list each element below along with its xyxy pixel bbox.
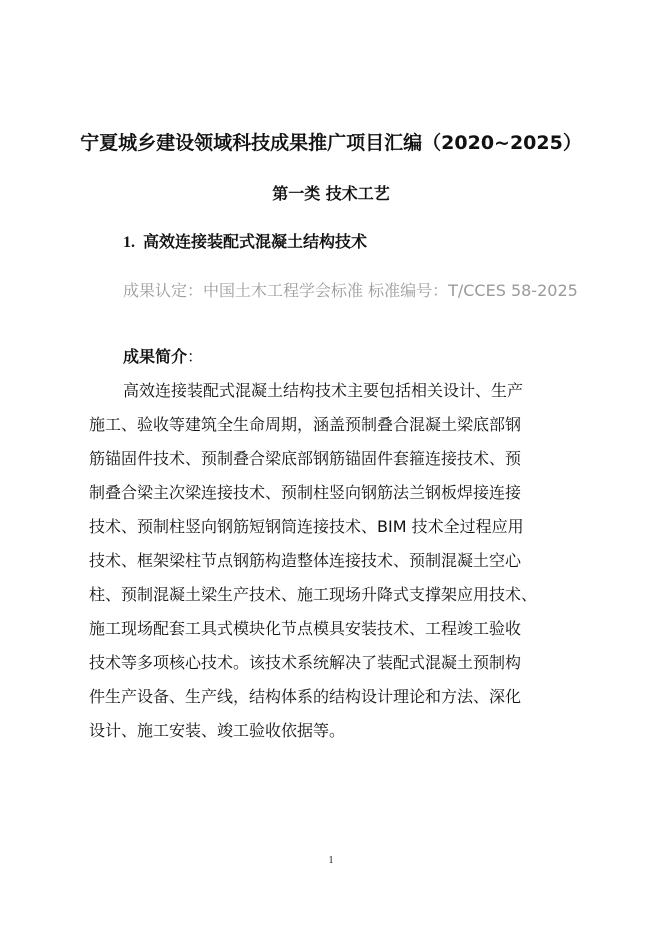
summary-line: 施工现场配套工具式模块化节点模具安装技术、工程竣工验收 (89, 619, 522, 638)
summary-paragraph (89, 374, 589, 748)
summary-line: 制叠合梁主次梁连接技术、预制柱竖向钢筋法兰钢板焊接连接 (89, 483, 522, 502)
item-number: 1. (123, 234, 135, 251)
summary-line: 件生产设备、生产线，结构体系的结构设计理论和方法、深化 (89, 687, 522, 706)
summary-heading-label: 成果简介 (123, 347, 188, 366)
summary-line: 筋锚固件技术、预制叠合梁底部钢筋锚固件套箍连接技术、预 (89, 449, 522, 468)
document-title: 宁夏城乡建设领域科技成果推广项目汇编（2020~2025） (80, 132, 582, 154)
summary-line: 设计、施工安装、竣工验收依据等。 (89, 721, 346, 740)
summary-line: 技术、预制柱竖向钢筋短钢筒连接技术、BIM 技术全过程应用 (89, 517, 524, 536)
summary-line: 施工、验收等建筑全生命周期，涵盖预制叠合混凝土梁底部钢 (89, 415, 522, 434)
summary-line: 技术等多项核心技术。该技术系统解决了装配式混凝土预制构 (89, 653, 522, 672)
summary-heading (123, 343, 203, 371)
item-title: 高效连接装配式混凝土结构技术 (143, 232, 368, 251)
summary-line: 技术、框架梁柱节点钢筋构造整体连接技术、预制混凝土空心 (89, 551, 522, 570)
summary-line: 柱、预制混凝土梁生产技术、施工现场升降式支撑架应用技术、 (89, 585, 538, 604)
section-title: 第一类 技术工艺 (272, 184, 390, 203)
summary-line: 高效连接装配式混凝土结构技术主要包括相关设计、生产 (123, 381, 524, 400)
item-heading (123, 228, 367, 257)
summary-heading-colon: ： (187, 347, 204, 366)
certification-text: 成果认定：中国土木工程学会标准 标准编号：T/CCES 58-2025 (123, 281, 578, 300)
page-number: 1 (328, 855, 334, 866)
